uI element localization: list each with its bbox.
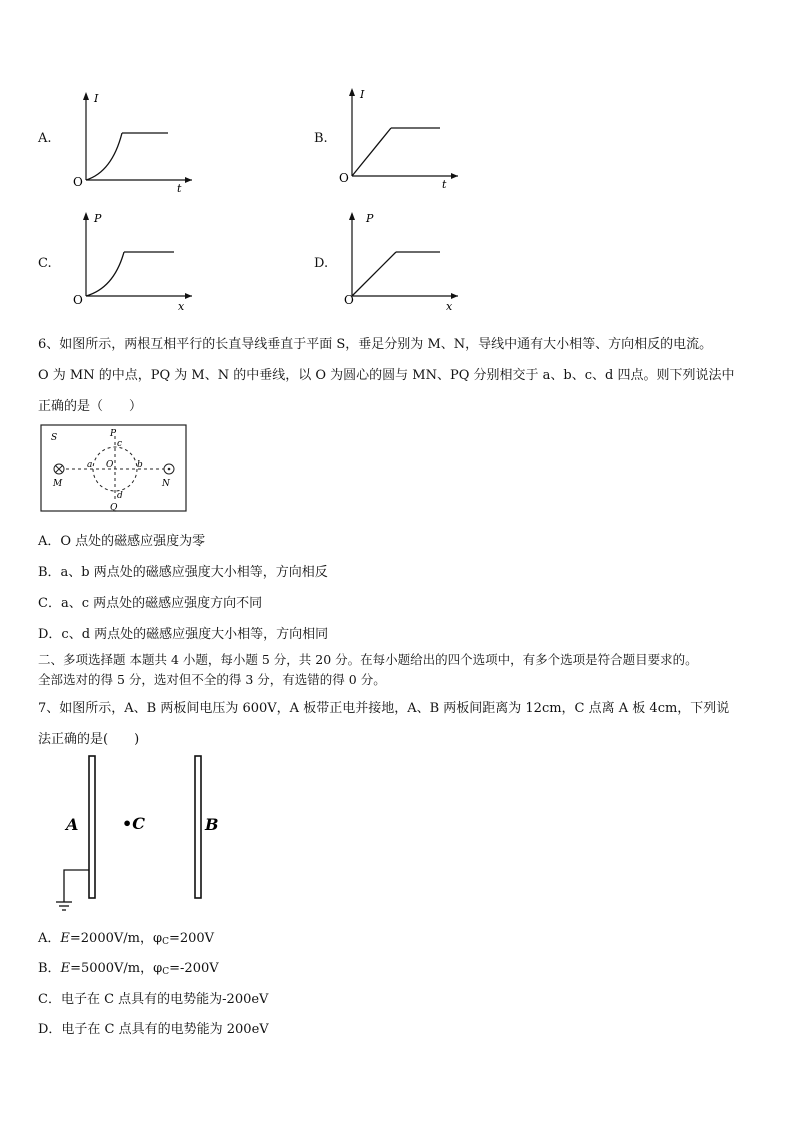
q7-option-b (38, 957, 219, 977)
q5-b-origin: O (339, 171, 349, 185)
q7-option-a-prefix: A． (38, 931, 61, 946)
q5-a-y-label: I (94, 92, 99, 105)
q6-fig-b: b (137, 460, 143, 470)
section2-line2: 全部选对的得 5 分，选对但不全的得 3 分，有选错的得 0 分。 (38, 672, 386, 687)
q6-fig-m: M (53, 479, 63, 489)
q6-fig-p: P (110, 429, 117, 439)
q5-a-x-label: t (177, 182, 182, 193)
q6-option-d: D．c、d 两点处的磁感应强度大小相等，方向相同 (38, 627, 329, 642)
q6-stem-line3: 正确的是（ ） (38, 399, 143, 414)
q7-fig-b: B (205, 815, 219, 834)
q7-option-a (38, 927, 214, 947)
q6-fig-n: N (162, 479, 170, 489)
q5-graph-c (70, 208, 200, 314)
q7-option-b-e: E (60, 961, 71, 976)
q6-option-b: B．a、b 两点处的磁感应强度大小相等，方向相反 (38, 565, 328, 580)
q7-option-d: D．电子在 C 点具有的电势能为 200eV (38, 1022, 269, 1037)
q6-fig-s: S (51, 433, 58, 443)
q6-fig-c: c (117, 439, 123, 449)
q6-fig-d: d (117, 491, 123, 501)
q6-fig-a: a (87, 460, 93, 470)
q7-option-b-sub: C (162, 967, 170, 977)
q5-b-x-label: t (442, 178, 447, 191)
q6-fig-q: Q (110, 503, 118, 513)
plate-a (89, 756, 95, 898)
q7-option-c: C．电子在 C 点具有的电势能为-200eV (38, 992, 269, 1007)
q7-fig-a: A (66, 815, 79, 834)
q5-a-origin: O (73, 175, 83, 189)
q5-option-b-label: B. (314, 131, 328, 146)
q6-fig-o: O (106, 460, 114, 470)
q6-option-c: C．a、c 两点处的磁感应强度方向不同 (38, 596, 263, 611)
q6-stem-line2: O 为 MN 的中点，PQ 为 M、N 的中垂线，以 O 为圆心的圆与 MN、PQ 分别相交于 a、b、c、d 四点。则下列说法中 (38, 368, 735, 383)
q5-d-x-label: x (446, 300, 453, 313)
ground-icon (56, 902, 72, 910)
q6-stem-line1: 6、如图所示，两根互相平行的长直导线垂直于平面 S，垂足分别为 M、N，导线中通有大小相等、方向相反的电流。 (38, 337, 713, 352)
q7-stem-line1: 7、如图所示，A、B 两板间电压为 600V，A 板带正电并接地，A、B 两板间距离为 12cm，C 点离 A 板 4cm，下列说 (38, 701, 730, 716)
q5-c-x-label: x (178, 300, 185, 313)
q7-fig-c: •C (122, 814, 145, 833)
q5-option-a-label: A. (38, 131, 52, 146)
q5-d-y-label: P (366, 212, 374, 225)
q5-graph-d (336, 208, 466, 314)
q5-option-c-label: C. (38, 256, 52, 271)
q5-graph-b (336, 84, 466, 192)
q6-option-a: A．O 点处的磁感应强度为零 (38, 534, 206, 549)
q7-option-a-sub: C (162, 937, 169, 947)
q5-c-origin: O (73, 293, 83, 307)
q7-option-a-rest: =200V (168, 931, 215, 946)
q5-c-y-label: P (94, 212, 102, 225)
q7-option-b-val: =5000V/m，φ (70, 961, 163, 976)
section2-line1: 二、多项选择题 本题共 4 小题，每小题 5 分，共 20 分。在每小题给出的四个选项中，有多个选项是符合题目要求的。 (38, 652, 698, 667)
q7-option-a-e: E (60, 931, 70, 946)
q7-stem-line2: 法正确的是( ) (38, 732, 140, 747)
q5-d-origin: O (344, 293, 354, 307)
q7-option-b-prefix: B． (38, 961, 61, 976)
q7-figure (52, 752, 232, 920)
q7-option-a-val: =2000V/m，φ (69, 931, 163, 946)
q7-option-b-rest: =-200V (169, 961, 219, 976)
q5-graph-a (70, 88, 200, 193)
plate-b (195, 756, 201, 898)
q5-b-y-label: I (360, 88, 365, 101)
q5-option-d-label: D. (314, 256, 329, 271)
q6-figure (40, 424, 188, 514)
